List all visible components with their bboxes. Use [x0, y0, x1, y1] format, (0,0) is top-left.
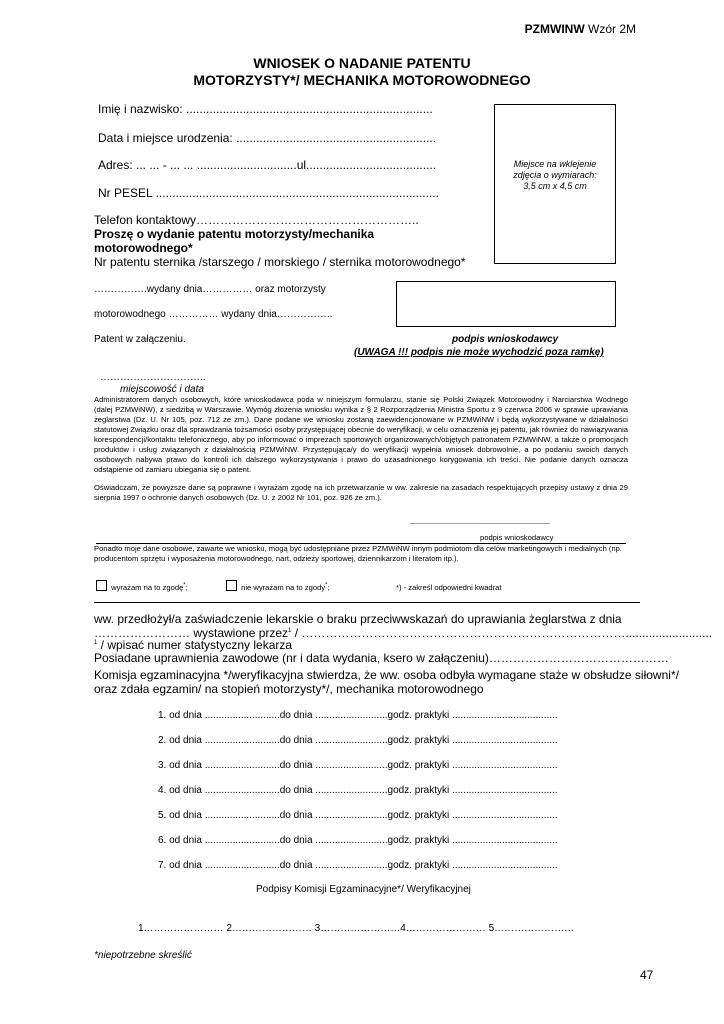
consent-disagree[interactable]: nie wyrażam na to zgody*; [226, 580, 330, 593]
photo-box-line2: zdjęcia o wymiarach: [513, 170, 597, 180]
signature-box[interactable] [396, 281, 616, 327]
patent-number-field[interactable]: Nr patentu sternika /starszego / morskiego / sternika motorowodnego* [94, 255, 466, 269]
photo-box-line3: 3,5 cm x 4,5 cm [523, 181, 587, 191]
consent-note: *) - zakreśl odpowiedni kwadrat [396, 583, 502, 592]
name-field[interactable]: Imię i nazwisko: .......................................................................... [98, 102, 433, 116]
signature-label: podpis wnioskodawcy [452, 334, 559, 345]
request-line1: Proszę o wydanie patentu motorzysty/mechanika [94, 227, 375, 241]
request-line2: motorowodnego* [94, 241, 193, 255]
agree-star: * [183, 582, 186, 589]
declaration-paragraph: Oświadczam, że powyższe dane są poprawne i wyrażam zgodę na ich przetwarzanie w ww. zakresie na zasadach respektujących przepisy ustawy z dnia 29 sierpnia 1997 o ochronie danych osobowych (Dz. U. z 2002 Nr 101, poz. 926 ze zm.). [94, 483, 628, 502]
form-code [525, 22, 636, 36]
photo-box-line1: Miejsce na wklejenie [513, 159, 597, 169]
medical-note-sup: 1 [94, 640, 98, 646]
commission-line2: oraz zdała egzamin/ na stopień motorzysty*/, mechanika motorowodnego [94, 682, 484, 696]
commission-line1: Komisja egzaminacyjna */weryfikacyjna stwierdza, że ww. osoba odbyła wymagane staże w obsłudze siłowni*/ [94, 668, 679, 682]
photo-box [494, 104, 616, 264]
practice-row[interactable]: 5. od dnia ...........................do dnia ..........................godz. praktyki ...................................... [158, 810, 558, 821]
medical-note [94, 638, 292, 652]
consent-agree[interactable]: wyrażam na to zgodę*; [96, 580, 188, 593]
address-field[interactable]: Adres: ... ... - ... ... ..............................ul....................................... [98, 158, 437, 172]
birth-field[interactable]: Data i miejsce urodzenia: ............................................................ [98, 131, 437, 145]
practice-row[interactable]: 4. od dnia ...........................do dnia ..........................godz. praktyki ...................................... [158, 785, 558, 796]
photo-box-text [495, 159, 615, 192]
issued-line1[interactable]: …………….wydany dnia…………… oraz motorzysty [94, 284, 326, 295]
agree-checkbox[interactable] [96, 580, 107, 591]
commission-signatures-title: Podpisy Komisji Egzaminacyjne*/ Weryfikacyjnej [256, 884, 471, 895]
place-date-dots[interactable]: ………………………….. [100, 372, 206, 383]
medical-line2-a: …………………… wystawione przez [94, 626, 289, 640]
disagree-label: nie wyrażam na to zgody [239, 583, 326, 592]
phone-field[interactable]: Telefon kontaktowy……………………………………………….. [94, 213, 419, 227]
page-title-line2: MOTORZYSTY*/ MECHANIKA MOTOROWODNEGO [193, 72, 531, 88]
disagree-checkbox[interactable] [226, 580, 237, 591]
practice-row[interactable]: 1. od dnia ...........................do dnia ..........................godz. praktyki ...................................... [158, 710, 558, 721]
signature-warning: (UWAGA !!! podpis nie może wychodzić poza ramkę) [354, 347, 604, 358]
pesel-field[interactable]: Nr PESEL ..................................................................................... [98, 186, 439, 200]
form-code-bold: PZMWINW [524, 22, 585, 36]
medical-note-text: / wpisać numer statystyczny lekarza [97, 638, 293, 652]
section-divider [94, 602, 640, 603]
marketing-paragraph: Ponadto moje dane osobowe, zawarte we wniosku, mogą być udostępniane przez PZMWiNW innym podmiotom dla celów marketingowych i medialnych (np. producentom sprzętu i wyposażenia motorowodnego, nart, odzieży sportowej, dziennikarzom i literatom itp.). [94, 544, 623, 563]
agree-label: wyrażam na to zgodę [109, 583, 184, 592]
signature-label-2: podpis wnioskodawcy [480, 533, 554, 542]
medical-line2-b: / ……………………………………………………………………….......................... [291, 626, 713, 640]
page-title-line1: WNIOSEK O NADANIE PATENTU [253, 55, 471, 71]
practice-row[interactable]: 3. od dnia ...........................do dnia ..........................godz. praktyki ...................................... [158, 760, 558, 771]
disagree-star: * [325, 582, 328, 589]
footnote: *niepotrzebne skreślić [94, 950, 192, 961]
attached-note: Patent w załączeniu. [94, 334, 186, 345]
practice-row[interactable]: 7. od dnia ...........................do dnia ..........................godz. praktyki ...................................... [158, 860, 558, 871]
page-number: 47 [640, 968, 654, 982]
place-date-label: miejscowość i data [120, 384, 204, 395]
medical-sup: 1 [288, 628, 292, 634]
commission-signature-lines[interactable]: 1…………………… 2…………………… 3……………………4…………………… 5…………………… [138, 923, 575, 934]
signature-line-2[interactable]: ---------------------------------------------------------------------- [410, 521, 550, 527]
medical-line1: ww. przedłożył/a zaświadczenie lekarskie o braku przeciwwskazań do uprawiania żeglarstwa z dnia [94, 612, 622, 626]
data-administrator-paragraph: Administratorem danych osobowych, które wnioskodawca poda w niniejszym formularzu, stanie się Polski Związek Motorowodny i Narciarstwa Wodnego (dalej PZMWiNW), z siedzibą w Warszawie. Wymóg złożenia wniosku wynika z § 2 Rozporządzenia Ministra Sportu z 9 czerwca 2006 w sprawie uprawiania żeglarstwa (Dz. U. Nr 105, poz. 712 ze zm.). Dane podane we wniosku zostaną zaewidencjonowane w PZMWiNW i będą wykorzystywane w działalności statutowej Związku oraz dla sprawdzania tożsamości osoby przystępującej obecnie do weryfikacji, w celu oznaczenia jej patentu, jak również do nawiązywania korespondencji/kontaktu telefonicznego, aby po informować o imprezach sportowych organizowanych/objętych patronatem PZMWiNW, a także o promocjach produktów i usług związanych z działalnością PZMWiNW. Przystępująca/y do weryfikacji wypełnia wniosek dobrowolnie, a po podaniu swoich danych osobowych nabywa prawo do kontroli ich dalszego wykorzystywania i prawo do uzasadnionego korygowania ich treści. Nie podanie danych oznacza odstąpienie od zamiaru ubiegania się o patent. [94, 395, 628, 474]
form-code-rest: Wzór 2M [584, 22, 636, 36]
issued-line2[interactable]: motorowodnego …………… wydany dnia…………….. [94, 309, 333, 320]
qualifications-field[interactable]: Posiadane uprawnienia zawodowe (nr i data wydania, ksero w załączeniu)……………………………………… [94, 651, 669, 665]
practice-row[interactable]: 6. od dnia ...........................do dnia ..........................godz. praktyki ...................................... [158, 835, 558, 846]
practice-row[interactable]: 2. od dnia ...........................do dnia ..........................godz. praktyki ...................................... [158, 735, 558, 746]
